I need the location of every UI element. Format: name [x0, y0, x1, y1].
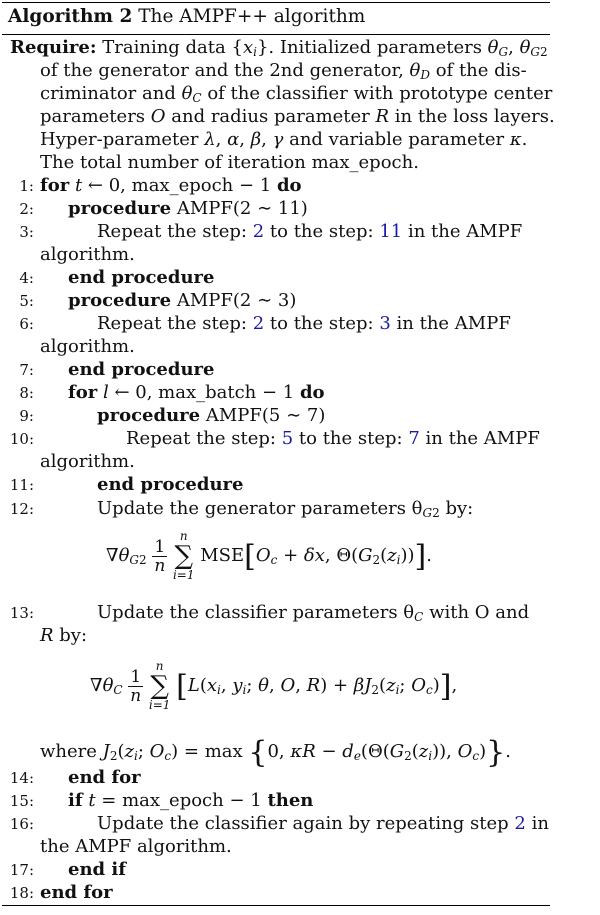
step-ref-link[interactable]: 2 [252, 221, 265, 242]
require-line-1: Require: Training data $\{x_i\}$. Initialized parameters $\theta_G$, $\theta_{G2}$ [10, 37, 548, 59]
step-ref-link[interactable]: 11 [379, 221, 403, 242]
step-6-cont: algorithm. [40, 336, 135, 357]
step-16-cont: the AMPF algorithm. [40, 836, 232, 857]
step-8: for l ← 0, max_batch − 1 do [68, 382, 325, 403]
step-12: Update the generator parameters $\theta_{G2}$ by: [97, 498, 474, 520]
line-number: 15: [9, 792, 34, 810]
line-number: 4: [19, 269, 34, 287]
step-ref-link[interactable]: 2 [514, 813, 526, 834]
equation-classifier-update: $\nabla\theta_C$ $\frac{1}{n}$ n ∑ i=1 [$L(x_i$, $y_i$; θ, O, $R) + \beta J_2(z_i$; $O_c$)], [90, 659, 458, 712]
caption-rule [2, 34, 550, 35]
line-number: 7: [19, 361, 34, 379]
line-number: 6: [19, 315, 34, 333]
line-number: 17: [9, 861, 34, 879]
step-ref-link[interactable]: 7 [408, 428, 420, 449]
step-5: procedure AMPF(2 ∼ 3) [68, 290, 297, 311]
step-18: end for [40, 882, 113, 903]
require-line-4: parameters O and radius parameter R in the loss layers. [40, 106, 555, 127]
step-ref-link[interactable]: 5 [281, 428, 294, 449]
step-7: end procedure [68, 359, 215, 380]
require-line-2: of the generator and the 2nd generator, $\theta_D$ of the dis- [40, 60, 527, 82]
caption-label: Algorithm 2 [8, 6, 133, 27]
line-number: 13: [9, 604, 34, 622]
line-number: 11: [9, 476, 34, 494]
line-number: 14: [9, 769, 34, 787]
step-6: Repeat the step: 2 to the step: 3 in the AMPF [97, 313, 511, 334]
step-16: Update the classifier again by repeating step 2 in [97, 813, 549, 834]
line-number: 1: [19, 177, 34, 195]
require-line-5: Hyper-parameter λ, α, β, γ and variable parameter κ. [40, 129, 528, 150]
step-1: for t ← 0, max_epoch − 1 do [40, 175, 302, 196]
step-ref-link[interactable]: 3 [379, 313, 391, 334]
step-3-cont: algorithm. [40, 244, 135, 265]
step-10: Repeat the step: 5 to the step: 7 in the AMPF [126, 428, 540, 449]
step-15: if t = max_epoch − 1 then [68, 790, 314, 811]
line-number: 3: [19, 223, 34, 241]
bottom-rule [2, 905, 550, 906]
step-3: Repeat the step: 2 to the step: 11 in the AMPF [97, 221, 523, 242]
line-number: 9: [19, 407, 34, 425]
step-17: end if [68, 859, 126, 880]
line-number: 16: [9, 815, 34, 833]
where-clause: where $J_2(z_i$; $O_c) = \max \{0$, $\kappa R - d_e(\Theta(G_2(z_i))$, $O_c$)}. [40, 735, 511, 770]
line-number: 2: [19, 200, 34, 218]
equation-generator-update: $\nabla\theta_{G2}$ $\frac{1}{n}$ n ∑ i=1 $MSE[O_c + \delta x$, $\Theta(G_2(z_i))$]. [106, 529, 432, 582]
line-number: 5: [19, 292, 34, 310]
step-2: procedure AMPF(2 ∼ 11) [68, 198, 308, 219]
step-13: Update the classifier parameters $\theta_C$ with O and [97, 602, 530, 624]
line-number: 8: [19, 384, 34, 402]
step-10-cont: algorithm. [40, 451, 135, 472]
require-line-6: The total number of iteration max_epoch. [40, 152, 419, 173]
require-line-3: criminator and $\theta_C$ of the classifier with prototype center [40, 83, 553, 105]
step-9: procedure AMPF(5 ∼ 7) [97, 405, 326, 426]
line-number: 18: [9, 884, 34, 902]
caption-title: The AMPF++ algorithm [138, 6, 366, 27]
step-13-cont: R by: [40, 625, 88, 646]
step-4: end procedure [68, 267, 215, 288]
line-number: 10: [9, 430, 34, 448]
step-11: end procedure [97, 474, 244, 495]
top-rule [2, 2, 550, 3]
step-14: end for [68, 767, 141, 788]
line-number: 12: [9, 500, 34, 518]
algorithm-caption [8, 6, 365, 27]
step-ref-link[interactable]: 2 [252, 313, 265, 334]
